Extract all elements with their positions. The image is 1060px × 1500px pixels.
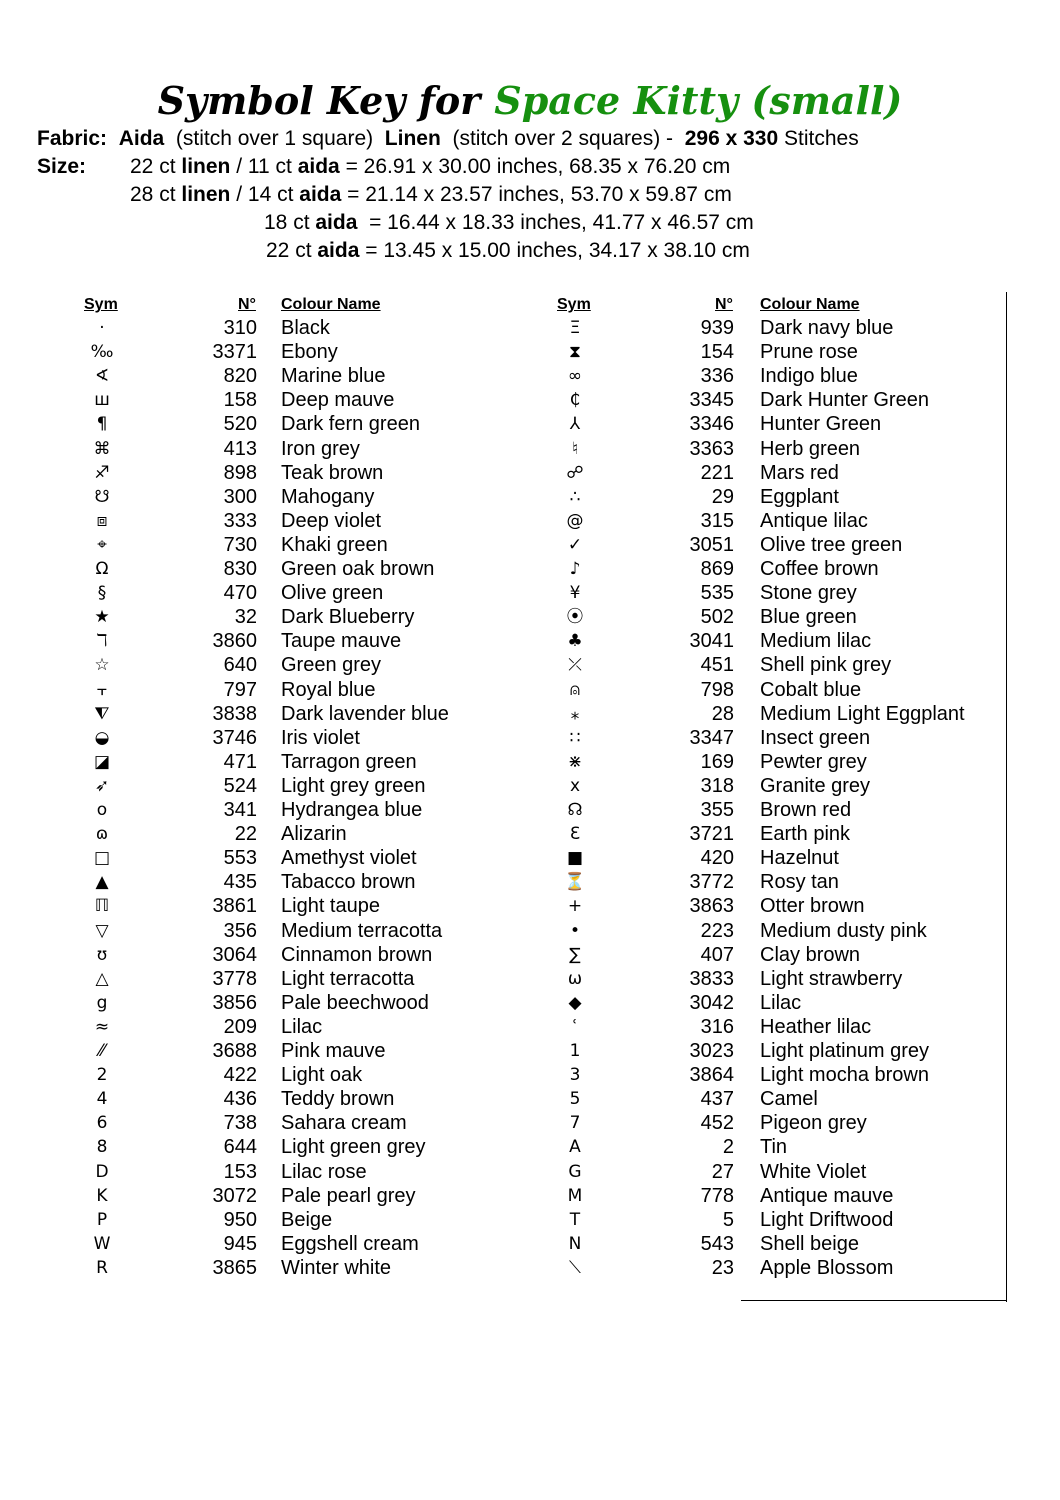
floss-number: 3346	[689, 413, 734, 436]
colour-name: Blue green	[760, 606, 857, 629]
floss-number: 209	[223, 1015, 257, 1038]
colour-name: Clay brown	[760, 943, 861, 966]
floss-number: 3051	[689, 533, 734, 556]
colour-name: Prune rose	[760, 341, 858, 364]
symbol-icon: D	[95, 1161, 109, 1182]
floss-number: 169	[700, 750, 734, 773]
size-line-post: = 16.44 x 18.33 inches, 41.77 x 46.57 cm	[357, 211, 754, 234]
floss-number: 3363	[689, 437, 734, 460]
symbol-icon: ♮	[571, 438, 579, 459]
colour-name: Light terracotta	[281, 967, 415, 990]
size-line-mid: / 11 ct	[230, 155, 298, 178]
symbol-icon: P	[96, 1209, 108, 1230]
colour-name: Antique lilac	[760, 509, 868, 532]
size-line-b1: aida	[317, 239, 360, 262]
symbol-icon: ɷ	[95, 824, 109, 845]
symbol-icon: □	[93, 848, 111, 869]
colour-name: Earth pink	[760, 823, 851, 846]
colour-name: Light grey green	[281, 774, 426, 797]
colour-name: Light platinum grey	[760, 1040, 929, 1062]
symbol-icon: ☆	[94, 655, 110, 676]
floss-number: 797	[223, 678, 257, 701]
colour-name: Beige	[281, 1208, 333, 1231]
colour-name: Medium Light Eggplant	[760, 702, 965, 725]
colour-name: Teddy brown	[281, 1088, 395, 1111]
colour-name: Granite grey	[760, 774, 871, 797]
colour-name: Tarragon green	[281, 750, 417, 773]
floss-number: 29	[711, 485, 734, 508]
colour-name: Marine blue	[281, 365, 386, 388]
colour-name: Brown red	[760, 799, 852, 821]
floss-number: 3863	[689, 895, 734, 918]
symbol-icon: △	[95, 968, 109, 989]
colour-name: Olive tree green	[760, 533, 903, 556]
stitch-count: 296 x 330	[684, 127, 779, 150]
pattern-name: Space Kitty (small)	[494, 78, 903, 123]
colour-name: Dark navy blue	[760, 317, 894, 339]
fabric-linen: Linen	[384, 127, 441, 150]
floss-number: 153	[223, 1160, 257, 1183]
symbol-icon: Ɛ	[569, 824, 581, 845]
floss-number: 3860	[212, 630, 257, 653]
symbol-icon: ¶	[96, 414, 108, 435]
symbol-icon: ◒	[94, 727, 110, 748]
symbol-icon: ⧈	[96, 510, 108, 531]
symbol-icon: 7	[569, 1113, 581, 1134]
colour-name: Lilac	[281, 1015, 323, 1038]
colour-name: Medium terracotta	[281, 919, 443, 942]
floss-number: 3371	[212, 341, 257, 364]
colour-name: Amethyst violet	[281, 847, 417, 870]
colour-name: Light oak	[281, 1064, 363, 1087]
floss-number: 28	[711, 702, 734, 725]
floss-number: 830	[223, 558, 257, 580]
floss-number: 3865	[212, 1256, 257, 1279]
colour-name: Khaki green	[281, 533, 388, 556]
fabric-aida-desc: (stitch over 1 square)	[175, 127, 374, 150]
symbol-icon: ∑	[569, 944, 581, 965]
symbol-icon: 2	[96, 1065, 108, 1086]
symbol-icon: 4	[96, 1089, 108, 1110]
colour-name: Mars red	[760, 461, 839, 484]
floss-number: 23	[711, 1256, 734, 1279]
sym-header: Sym	[84, 296, 118, 313]
colour-name: Pigeon grey	[760, 1112, 867, 1135]
colour-name: Apple Blossom	[760, 1256, 894, 1279]
colour-name: Dark Hunter Green	[760, 389, 929, 412]
symbol-icon: 1	[569, 1041, 581, 1061]
symbol-icon: ➶	[94, 775, 110, 796]
symbol-icon: ⍝	[569, 679, 581, 700]
symbol-icon: ⧨	[94, 703, 110, 724]
symbol-icon: g	[96, 992, 108, 1013]
floss-number: 471	[223, 750, 257, 773]
symbol-icon: ʿ	[572, 1016, 578, 1037]
colour-name: Light taupe	[281, 895, 380, 918]
floss-number: 3042	[689, 991, 734, 1014]
symbol-icon: ◪	[93, 751, 111, 772]
floss-number: 798	[700, 678, 734, 701]
floss-number: 22	[234, 823, 257, 846]
colour-name: Pink mauve	[281, 1040, 386, 1062]
symbol-icon: ⟍	[569, 1257, 581, 1278]
floss-number: 543	[700, 1232, 734, 1255]
size-line-mid: / 14 ct	[230, 183, 300, 206]
colour-name: Ebony	[281, 341, 338, 364]
table-bottom-rule	[741, 1300, 1007, 1301]
symbol-icon: ℿ	[94, 896, 110, 917]
colour-name: Eggplant	[760, 485, 839, 508]
floss-number: 3864	[689, 1064, 734, 1087]
symbol-icon: 6	[96, 1113, 108, 1134]
floss-number: 407	[700, 943, 734, 966]
floss-number: 3721	[689, 823, 734, 846]
colour-name: Teak brown	[281, 461, 384, 484]
symbol-icon: ʊ	[96, 944, 108, 965]
floss-number: 738	[223, 1112, 257, 1135]
colour-name: Iris violet	[281, 726, 360, 749]
colour-name: Cinnamon brown	[281, 943, 433, 966]
colour-name: Iron grey	[281, 437, 360, 460]
size-line-pre: 18 ct	[264, 211, 316, 234]
floss-number: 502	[700, 606, 734, 629]
colour-name: Camel	[760, 1088, 818, 1111]
fabric-line	[37, 125, 859, 153]
fabric-label: Fabric:	[37, 127, 108, 150]
fabric-linen-desc: (stitch over 2 squares) -	[452, 127, 674, 150]
floss-number: 3746	[212, 726, 257, 749]
size-line-b2: aida	[297, 155, 340, 178]
table-right-border	[1006, 292, 1007, 1302]
symbol-icon: 3	[569, 1065, 581, 1086]
symbol-icon: ♐	[94, 462, 110, 483]
symbol-icon: ⤫	[568, 655, 582, 676]
floss-number: 524	[223, 774, 257, 797]
colour-name: Deep violet	[281, 509, 382, 532]
symbol-icon: ·	[99, 318, 105, 338]
colour-name: Olive green	[281, 582, 384, 605]
floss-number: 945	[223, 1232, 257, 1255]
symbol-icon: ▲	[95, 872, 109, 893]
colour-name: Herb green	[760, 437, 861, 460]
fabric-aida: Aida	[118, 127, 165, 150]
size-line-b1: linen	[181, 183, 231, 206]
colour-name: Light Driftwood	[760, 1208, 894, 1231]
floss-number: 452	[700, 1112, 734, 1135]
colour-name-header: Colour Name	[760, 296, 860, 313]
floss-number: 553	[223, 847, 257, 870]
floss-number: 644	[223, 1136, 257, 1159]
colour-name: Mahogany	[281, 485, 375, 508]
symbol-icon: ■	[566, 848, 584, 869]
colour-name: Taupe mauve	[281, 630, 402, 653]
symbol-icon: ₵	[569, 390, 581, 411]
size-line-pre: 28 ct	[130, 183, 182, 206]
floss-number: 778	[700, 1184, 734, 1207]
size-line-b1: linen	[181, 155, 231, 178]
size-line-post: = 13.45 x 15.00 inches, 34.17 x 38.10 cm	[359, 239, 750, 262]
colour-name: Sahara cream	[281, 1112, 407, 1135]
title-prefix: Symbol Key for	[157, 78, 481, 123]
symbol-icon: M	[567, 1185, 583, 1206]
number-header: N°	[715, 296, 733, 313]
symbol-icon: •	[569, 920, 581, 941]
floss-number: 520	[223, 413, 257, 436]
colour-name: Coffee brown	[760, 558, 879, 580]
symbol-icon: N	[568, 1233, 582, 1254]
symbol-icon: ¥	[569, 583, 581, 604]
floss-number: 3041	[689, 630, 734, 653]
colour-name-header: Colour Name	[281, 296, 381, 313]
floss-number: 341	[223, 799, 257, 821]
symbol-icon: ⁎	[570, 703, 580, 724]
floss-number: 3347	[689, 726, 734, 749]
colour-name: Medium dusty pink	[760, 919, 927, 942]
colour-name: Dark lavender blue	[281, 702, 449, 725]
colour-name: Alizarin	[281, 823, 347, 846]
symbol-icon: ♪	[569, 559, 581, 579]
symbol-icon: K	[96, 1185, 108, 1206]
colour-name: Shell beige	[760, 1232, 859, 1255]
symbol-icon: o	[96, 800, 108, 820]
symbol-icon: W	[93, 1233, 111, 1254]
size-label: Size:	[37, 155, 87, 178]
symbol-icon: Ξ	[569, 318, 581, 338]
colour-name: Hydrangea blue	[281, 799, 423, 821]
floss-number: 3778	[212, 967, 257, 990]
floss-number: 420	[700, 847, 734, 870]
symbol-icon: ∴	[569, 486, 581, 507]
symbol-icon: ⧗	[569, 342, 581, 363]
floss-number: 869	[700, 558, 734, 580]
symbol-icon: ∷	[569, 727, 581, 748]
symbol-icon: ⌖	[97, 534, 107, 555]
colour-name: Deep mauve	[281, 389, 395, 412]
symbol-icon: ☋	[94, 486, 110, 507]
symbol-icon: ⏳	[564, 872, 586, 893]
symbol-icon: ≈	[94, 1016, 110, 1037]
floss-number: 3064	[212, 943, 257, 966]
size-line	[266, 237, 750, 265]
symbol-icon: ☊	[567, 800, 583, 820]
floss-number: 3688	[212, 1040, 257, 1062]
colour-name: Dark Blueberry	[281, 606, 415, 629]
floss-number: 3833	[689, 967, 734, 990]
colour-name: Heather lilac	[760, 1015, 872, 1038]
floss-number: 3861	[212, 895, 257, 918]
colour-name: Lilac rose	[281, 1160, 367, 1183]
size-line-post: = 26.91 x 30.00 inches, 68.35 x 76.20 cm	[339, 155, 731, 178]
colour-name: Light strawberry	[760, 967, 903, 990]
floss-number: 939	[700, 317, 734, 339]
colour-name: Rosy tan	[760, 871, 839, 894]
floss-number: 32	[234, 606, 257, 629]
floss-number: 2	[722, 1136, 734, 1159]
size-line	[130, 181, 732, 209]
colour-name: Pale pearl grey	[281, 1184, 416, 1207]
colour-name: Lilac	[760, 991, 802, 1014]
size-line-b2: aida	[299, 183, 342, 206]
symbol-icon: §	[97, 583, 107, 604]
symbol-icon: A	[569, 1137, 581, 1158]
floss-number: 730	[223, 533, 257, 556]
colour-name: Pewter grey	[760, 750, 867, 773]
symbol-icon: ⌘	[93, 438, 111, 459]
colour-name: Tin	[760, 1136, 788, 1159]
colour-name: Dark fern green	[281, 413, 420, 436]
symbol-icon: ∢	[94, 366, 110, 387]
number-header: N°	[238, 296, 256, 313]
symbol-icon: 8	[96, 1137, 108, 1158]
floss-number: 470	[223, 582, 257, 605]
colour-name: Green grey	[281, 654, 382, 677]
floss-number: 640	[223, 654, 257, 677]
floss-number: 950	[223, 1208, 257, 1231]
floss-number: 154	[700, 341, 734, 364]
floss-number: 437	[700, 1088, 734, 1111]
size-line	[130, 153, 730, 181]
colour-name: Black	[281, 317, 330, 339]
floss-number: 333	[223, 509, 257, 532]
colour-name: White Violet	[760, 1160, 867, 1183]
stitches-label: Stitches	[784, 127, 859, 150]
floss-number: 820	[223, 365, 257, 388]
floss-number: 316	[700, 1015, 734, 1038]
colour-name: Otter brown	[760, 895, 865, 918]
colour-name: Insect green	[760, 726, 871, 749]
sym-header: Sym	[557, 296, 591, 313]
floss-number: 3838	[212, 702, 257, 725]
floss-number: 5	[722, 1208, 734, 1231]
floss-number: 300	[223, 485, 257, 508]
floss-number: 435	[223, 871, 257, 894]
floss-number: 3856	[212, 991, 257, 1014]
symbol-icon: Ω	[95, 559, 109, 579]
floss-number: 451	[700, 654, 734, 677]
colour-name: Cobalt blue	[760, 678, 862, 701]
symbol-icon: ⅄	[569, 414, 581, 435]
symbol-icon: ⦿	[566, 607, 584, 628]
floss-number: 336	[700, 365, 734, 388]
colour-name: Antique mauve	[760, 1184, 894, 1207]
floss-number: 223	[700, 919, 734, 942]
size-line-b1: aida	[315, 211, 358, 234]
colour-name: Stone grey	[760, 582, 857, 605]
colour-name: Light mocha brown	[760, 1064, 929, 1087]
symbol-icon: x	[569, 775, 581, 796]
symbol-icon: ⁄⁄	[99, 1041, 105, 1061]
floss-number: 221	[700, 461, 734, 484]
floss-number: 355	[700, 799, 734, 821]
symbol-icon: ш	[94, 390, 110, 411]
size-line-pre: 22 ct	[266, 239, 318, 262]
size-line-post: = 21.14 x 23.57 inches, 53.70 x 59.87 cm	[341, 183, 732, 206]
symbol-icon: 5	[569, 1089, 581, 1110]
symbol-icon: ⋇	[567, 751, 583, 772]
colour-name: Shell pink grey	[760, 654, 892, 677]
symbol-icon: @	[566, 510, 584, 531]
symbol-icon: ☍	[566, 462, 584, 483]
symbol-icon: ★	[94, 607, 110, 628]
floss-number: 3345	[689, 389, 734, 412]
symbol-icon: +	[567, 896, 583, 917]
symbol-icon: ℸ	[96, 631, 108, 652]
floss-number: 3072	[212, 1184, 257, 1207]
colour-name: Green oak brown	[281, 558, 435, 580]
colour-name: Medium lilac	[760, 630, 872, 653]
colour-name: Pale beechwood	[281, 991, 429, 1014]
floss-number: 535	[700, 582, 734, 605]
size-line-pre: 22 ct	[130, 155, 182, 178]
symbol-icon: ∞	[567, 366, 583, 387]
symbol-icon: ♣	[567, 631, 583, 652]
symbol-icon: R	[96, 1257, 108, 1278]
floss-number: 3772	[689, 871, 734, 894]
symbol-icon: ◆	[568, 992, 582, 1013]
floss-number: 3023	[689, 1040, 734, 1062]
floss-number: 413	[223, 437, 257, 460]
symbol-icon: ▽	[95, 920, 109, 941]
floss-number: 310	[223, 317, 257, 339]
floss-number: 315	[700, 509, 734, 532]
symbol-icon: ‰	[90, 342, 114, 363]
colour-name: Tabacco brown	[281, 871, 416, 894]
symbol-icon: G	[568, 1161, 582, 1182]
colour-name: Winter white	[281, 1256, 392, 1279]
floss-number: 436	[223, 1088, 257, 1111]
floss-number: 158	[223, 389, 257, 412]
size-line	[264, 209, 754, 237]
colour-name: Royal blue	[281, 678, 376, 701]
symbol-icon: T	[569, 1209, 581, 1230]
symbol-icon: ✓	[567, 534, 583, 555]
colour-name: Light green grey	[281, 1136, 426, 1159]
symbol-icon: ⫟	[96, 679, 108, 700]
colour-name: Indigo blue	[760, 365, 858, 388]
colour-name: Hunter Green	[760, 413, 882, 436]
floss-number: 27	[711, 1160, 734, 1183]
floss-number: 898	[223, 461, 257, 484]
floss-number: 318	[700, 774, 734, 797]
floss-number: 422	[223, 1064, 257, 1087]
colour-name: Eggshell cream	[281, 1232, 419, 1255]
symbol-icon: ω	[567, 968, 583, 989]
floss-number: 356	[223, 919, 257, 942]
page-title	[0, 78, 1060, 124]
colour-name: Hazelnut	[760, 847, 839, 870]
